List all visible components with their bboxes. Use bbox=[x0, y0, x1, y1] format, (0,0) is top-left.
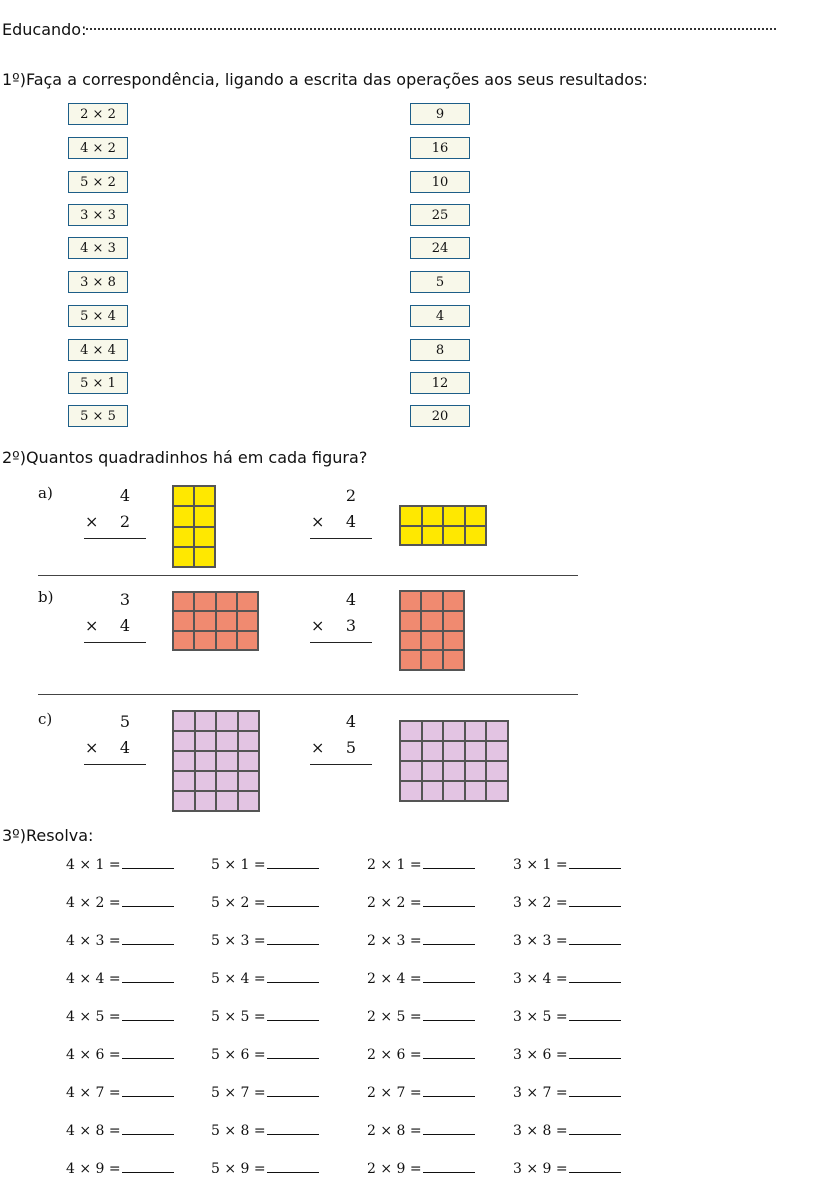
fact-answer-blank[interactable] bbox=[569, 934, 621, 945]
grid-square bbox=[465, 526, 487, 546]
fact-answer-blank[interactable] bbox=[423, 1048, 475, 1059]
grid-square bbox=[422, 506, 444, 526]
grid-square bbox=[173, 791, 195, 811]
grid-square bbox=[216, 592, 237, 611]
fact-answer-blank[interactable] bbox=[423, 1124, 475, 1135]
multiplicand: 5 bbox=[119, 712, 130, 731]
multiplication-fact bbox=[367, 1161, 475, 1177]
grid-square bbox=[173, 711, 195, 731]
fact-expression: 2 × 2 = bbox=[367, 895, 422, 911]
multiplication-fact bbox=[66, 933, 174, 949]
answer-line[interactable] bbox=[310, 642, 372, 643]
multiplicand: 4 bbox=[119, 486, 130, 505]
multiplication-fact bbox=[66, 1161, 174, 1177]
grid-square bbox=[238, 751, 260, 771]
grid-square bbox=[421, 611, 442, 631]
answer-line[interactable] bbox=[84, 764, 146, 765]
row-divider bbox=[38, 575, 578, 576]
grid-square bbox=[443, 526, 465, 546]
grid-square bbox=[443, 761, 465, 781]
grid-square bbox=[465, 741, 487, 761]
multiplication-fact bbox=[211, 895, 319, 911]
grid-square bbox=[443, 741, 465, 761]
grid-square bbox=[465, 721, 487, 741]
fact-answer-blank[interactable] bbox=[122, 1048, 174, 1059]
times-sign: × bbox=[85, 512, 99, 531]
fact-answer-blank[interactable] bbox=[423, 934, 475, 945]
fact-expression: 2 × 8 = bbox=[367, 1123, 422, 1139]
multiplication-fact bbox=[211, 1009, 319, 1025]
fact-expression: 4 × 8 = bbox=[66, 1123, 121, 1139]
result-box[interactable]: 16 bbox=[410, 137, 470, 159]
grid-square bbox=[195, 751, 217, 771]
fact-answer-blank[interactable] bbox=[122, 858, 174, 869]
grid-square bbox=[486, 741, 508, 761]
grid-square bbox=[216, 711, 238, 731]
times-sign: × bbox=[85, 616, 99, 635]
multiplication-fact bbox=[513, 857, 621, 873]
fact-answer-blank[interactable] bbox=[122, 972, 174, 983]
result-box[interactable]: 8 bbox=[410, 339, 470, 361]
multiplication-fact bbox=[211, 1047, 319, 1063]
result-box[interactable]: 24 bbox=[410, 237, 470, 259]
fact-expression: 5 × 2 = bbox=[211, 895, 266, 911]
fact-expression: 2 × 5 = bbox=[367, 1009, 422, 1025]
fact-answer-blank[interactable] bbox=[267, 1162, 319, 1173]
grid-square bbox=[194, 506, 215, 526]
multiplicand: 4 bbox=[345, 712, 356, 731]
fact-answer-blank[interactable] bbox=[423, 896, 475, 907]
student-name-field[interactable] bbox=[86, 28, 776, 30]
grid-square bbox=[486, 781, 508, 801]
fact-expression: 3 × 2 = bbox=[513, 895, 568, 911]
grid-square bbox=[421, 591, 442, 611]
grid-square bbox=[238, 711, 260, 731]
multiplication-fact bbox=[66, 1009, 174, 1025]
operation-box[interactable]: 2 × 2 bbox=[68, 103, 128, 125]
multiplication-fact bbox=[513, 1123, 621, 1139]
fact-answer-blank[interactable] bbox=[267, 858, 319, 869]
grid-square bbox=[173, 527, 194, 547]
multiplication-fact bbox=[367, 1047, 475, 1063]
fact-answer-blank[interactable] bbox=[569, 858, 621, 869]
grid-square bbox=[194, 631, 215, 650]
grid-square bbox=[443, 721, 465, 741]
fact-answer-blank[interactable] bbox=[569, 1086, 621, 1097]
grid-square bbox=[194, 547, 215, 567]
answer-line[interactable] bbox=[310, 538, 372, 539]
operation-box[interactable]: 4 × 2 bbox=[68, 137, 128, 159]
fact-expression: 4 × 5 = bbox=[66, 1009, 121, 1025]
fact-answer-blank[interactable] bbox=[122, 934, 174, 945]
grid-square bbox=[400, 611, 421, 631]
square-grid-figure bbox=[399, 505, 487, 546]
square-grid-figure bbox=[172, 485, 216, 568]
fact-expression: 2 × 7 = bbox=[367, 1085, 422, 1101]
grid-square bbox=[173, 611, 194, 630]
multiplicand: 2 bbox=[345, 486, 356, 505]
fact-expression: 4 × 9 = bbox=[66, 1161, 121, 1177]
row-divider bbox=[38, 694, 578, 695]
grid-square bbox=[422, 526, 444, 546]
multiplication-fact bbox=[513, 1161, 621, 1177]
grid-square bbox=[443, 650, 464, 670]
fact-answer-blank[interactable] bbox=[569, 1162, 621, 1173]
grid-square bbox=[238, 771, 260, 791]
grid-square bbox=[400, 631, 421, 651]
grid-square bbox=[443, 611, 464, 631]
fact-answer-blank[interactable] bbox=[122, 1086, 174, 1097]
fact-expression: 5 × 6 = bbox=[211, 1047, 266, 1063]
grid-square bbox=[465, 781, 487, 801]
fact-answer-blank[interactable] bbox=[423, 1162, 475, 1173]
fact-expression: 5 × 8 = bbox=[211, 1123, 266, 1139]
multiplier: 2 bbox=[119, 512, 130, 531]
times-sign: × bbox=[311, 616, 325, 635]
fact-expression: 5 × 1 = bbox=[211, 857, 266, 873]
grid-square bbox=[173, 731, 195, 751]
multiplication-fact bbox=[211, 1085, 319, 1101]
multiplication-fact bbox=[513, 895, 621, 911]
grid-square bbox=[194, 527, 215, 547]
multiplication-fact bbox=[513, 1009, 621, 1025]
grid-square bbox=[400, 506, 422, 526]
result-box[interactable]: 10 bbox=[410, 171, 470, 193]
fact-answer-blank[interactable] bbox=[267, 1048, 319, 1059]
grid-square bbox=[173, 592, 194, 611]
grid-square bbox=[486, 721, 508, 741]
fact-expression: 5 × 9 = bbox=[211, 1161, 266, 1177]
operation-box[interactable]: 5 × 1 bbox=[68, 372, 128, 394]
result-box[interactable]: 25 bbox=[410, 204, 470, 226]
grid-square bbox=[422, 761, 444, 781]
grid-square bbox=[465, 506, 487, 526]
grid-square bbox=[486, 761, 508, 781]
grid-square bbox=[195, 711, 217, 731]
result-box[interactable]: 12 bbox=[410, 372, 470, 394]
result-box[interactable]: 20 bbox=[410, 405, 470, 427]
fact-expression: 3 × 1 = bbox=[513, 857, 568, 873]
grid-square bbox=[237, 631, 258, 650]
fact-expression: 3 × 6 = bbox=[513, 1047, 568, 1063]
fact-expression: 5 × 5 = bbox=[211, 1009, 266, 1025]
fact-answer-blank[interactable] bbox=[423, 972, 475, 983]
grid-square bbox=[400, 761, 422, 781]
multiplier: 3 bbox=[345, 616, 356, 635]
square-grid-figure bbox=[172, 591, 259, 651]
row-label: c) bbox=[38, 710, 53, 728]
fact-expression: 4 × 3 = bbox=[66, 933, 121, 949]
multiplication-fact bbox=[513, 1085, 621, 1101]
multiplication-fact bbox=[367, 895, 475, 911]
operation-box[interactable]: 5 × 4 bbox=[68, 305, 128, 327]
fact-expression: 3 × 4 = bbox=[513, 971, 568, 987]
grid-square bbox=[421, 631, 442, 651]
operation-box[interactable]: 3 × 8 bbox=[68, 271, 128, 293]
fact-answer-blank[interactable] bbox=[122, 1124, 174, 1135]
grid-square bbox=[422, 741, 444, 761]
fact-answer-blank[interactable] bbox=[122, 896, 174, 907]
fact-expression: 5 × 3 = bbox=[211, 933, 266, 949]
grid-square bbox=[173, 547, 194, 567]
operation-box[interactable]: 3 × 3 bbox=[68, 204, 128, 226]
fact-expression: 2 × 4 = bbox=[367, 971, 422, 987]
fact-answer-blank[interactable] bbox=[122, 1162, 174, 1173]
fact-expression: 4 × 7 = bbox=[66, 1085, 121, 1101]
grid-square bbox=[400, 650, 421, 670]
fact-expression: 3 × 5 = bbox=[513, 1009, 568, 1025]
fact-answer-blank[interactable] bbox=[423, 1086, 475, 1097]
multiplication-fact bbox=[513, 933, 621, 949]
multiplication-fact bbox=[66, 1085, 174, 1101]
fact-answer-blank[interactable] bbox=[122, 1010, 174, 1021]
grid-square bbox=[195, 771, 217, 791]
multiplication-fact bbox=[66, 895, 174, 911]
grid-square bbox=[400, 591, 421, 611]
multiplication-fact bbox=[513, 1047, 621, 1063]
multiplier: 4 bbox=[119, 738, 130, 757]
answer-line[interactable] bbox=[310, 764, 372, 765]
grid-square bbox=[238, 731, 260, 751]
fact-expression: 2 × 9 = bbox=[367, 1161, 422, 1177]
fact-expression: 3 × 3 = bbox=[513, 933, 568, 949]
multiplication-fact bbox=[211, 857, 319, 873]
grid-square bbox=[216, 771, 238, 791]
multiplier: 4 bbox=[345, 512, 356, 531]
grid-square bbox=[443, 781, 465, 801]
row-label: a) bbox=[38, 484, 53, 502]
multiplication-fact bbox=[513, 971, 621, 987]
fact-expression: 5 × 7 = bbox=[211, 1085, 266, 1101]
fact-answer-blank[interactable] bbox=[569, 1124, 621, 1135]
grid-square bbox=[173, 751, 195, 771]
fact-answer-blank[interactable] bbox=[267, 934, 319, 945]
grid-square bbox=[443, 631, 464, 651]
fact-expression: 4 × 4 = bbox=[66, 971, 121, 987]
multiplier: 5 bbox=[345, 738, 356, 757]
fact-answer-blank[interactable] bbox=[267, 1086, 319, 1097]
multiplication-fact bbox=[66, 971, 174, 987]
fact-answer-blank[interactable] bbox=[267, 1010, 319, 1021]
grid-square bbox=[443, 591, 464, 611]
fact-answer-blank[interactable] bbox=[569, 972, 621, 983]
multiplication-fact bbox=[66, 1123, 174, 1139]
grid-square bbox=[173, 506, 194, 526]
grid-square bbox=[422, 781, 444, 801]
grid-square bbox=[173, 486, 194, 506]
multiplication-fact bbox=[211, 1123, 319, 1139]
grid-square bbox=[443, 506, 465, 526]
grid-square bbox=[421, 650, 442, 670]
fact-expression: 2 × 6 = bbox=[367, 1047, 422, 1063]
grid-square bbox=[400, 721, 422, 741]
multiplication-fact bbox=[211, 971, 319, 987]
row-label: b) bbox=[38, 588, 54, 606]
grid-square bbox=[400, 781, 422, 801]
question-3-title: 3º)Resolva: bbox=[2, 826, 94, 845]
times-sign: × bbox=[311, 738, 325, 757]
answer-line[interactable] bbox=[84, 642, 146, 643]
grid-square bbox=[194, 611, 215, 630]
grid-square bbox=[216, 611, 237, 630]
square-grid-figure bbox=[399, 720, 509, 802]
fact-expression: 3 × 8 = bbox=[513, 1123, 568, 1139]
result-box[interactable]: 5 bbox=[410, 271, 470, 293]
fact-expression: 3 × 9 = bbox=[513, 1161, 568, 1177]
grid-square bbox=[194, 592, 215, 611]
result-box[interactable]: 9 bbox=[410, 103, 470, 125]
multiplicand: 4 bbox=[345, 590, 356, 609]
grid-square bbox=[173, 771, 195, 791]
times-sign: × bbox=[85, 738, 99, 757]
grid-square bbox=[422, 721, 444, 741]
times-sign: × bbox=[311, 512, 325, 531]
grid-square bbox=[400, 526, 422, 546]
result-box[interactable]: 4 bbox=[410, 305, 470, 327]
multiplication-fact bbox=[367, 933, 475, 949]
fact-answer-blank[interactable] bbox=[267, 896, 319, 907]
grid-square bbox=[238, 791, 260, 811]
grid-square bbox=[216, 751, 238, 771]
operation-box[interactable]: 5 × 2 bbox=[68, 171, 128, 193]
multiplication-fact bbox=[66, 1047, 174, 1063]
grid-square bbox=[465, 761, 487, 781]
fact-expression: 2 × 3 = bbox=[367, 933, 422, 949]
fact-answer-blank[interactable] bbox=[267, 1124, 319, 1135]
grid-square bbox=[237, 611, 258, 630]
grid-square bbox=[216, 791, 238, 811]
square-grid-figure bbox=[172, 710, 260, 812]
grid-square bbox=[400, 741, 422, 761]
multiplication-fact bbox=[367, 857, 475, 873]
fact-expression: 4 × 2 = bbox=[66, 895, 121, 911]
multiplication-fact bbox=[367, 1009, 475, 1025]
fact-answer-blank[interactable] bbox=[267, 972, 319, 983]
fact-answer-blank[interactable] bbox=[569, 1010, 621, 1021]
multiplicand: 3 bbox=[119, 590, 130, 609]
grid-square bbox=[195, 731, 217, 751]
grid-square bbox=[173, 631, 194, 650]
fact-expression: 4 × 1 = bbox=[66, 857, 121, 873]
grid-square bbox=[194, 486, 215, 506]
question-2-title: 2º)Quantos quadradinhos há em cada figura? bbox=[2, 448, 368, 467]
multiplication-fact bbox=[367, 1085, 475, 1101]
square-grid-figure bbox=[399, 590, 465, 671]
multiplier: 4 bbox=[119, 616, 130, 635]
grid-square bbox=[216, 731, 238, 751]
operation-box[interactable]: 4 × 4 bbox=[68, 339, 128, 361]
question-1-title: 1º)Faça a correspondência, ligando a escrita das operações aos seus resultados: bbox=[2, 70, 648, 89]
fact-expression: 2 × 1 = bbox=[367, 857, 422, 873]
multiplication-fact bbox=[367, 1123, 475, 1139]
multiplication-fact bbox=[211, 1161, 319, 1177]
fact-answer-blank[interactable] bbox=[423, 1010, 475, 1021]
grid-square bbox=[195, 791, 217, 811]
fact-expression: 3 × 7 = bbox=[513, 1085, 568, 1101]
multiplication-fact bbox=[66, 857, 174, 873]
operation-box[interactable]: 5 × 5 bbox=[68, 405, 128, 427]
grid-square bbox=[237, 592, 258, 611]
fact-answer-blank[interactable] bbox=[569, 1048, 621, 1059]
answer-line[interactable] bbox=[84, 538, 146, 539]
grid-square bbox=[216, 631, 237, 650]
multiplication-fact bbox=[211, 933, 319, 949]
multiplication-fact bbox=[367, 971, 475, 987]
fact-expression: 5 × 4 = bbox=[211, 971, 266, 987]
fact-answer-blank[interactable] bbox=[569, 896, 621, 907]
operation-box[interactable]: 4 × 3 bbox=[68, 237, 128, 259]
fact-expression: 4 × 6 = bbox=[66, 1047, 121, 1063]
fact-answer-blank[interactable] bbox=[423, 858, 475, 869]
student-name-label: Educando: bbox=[2, 20, 87, 39]
